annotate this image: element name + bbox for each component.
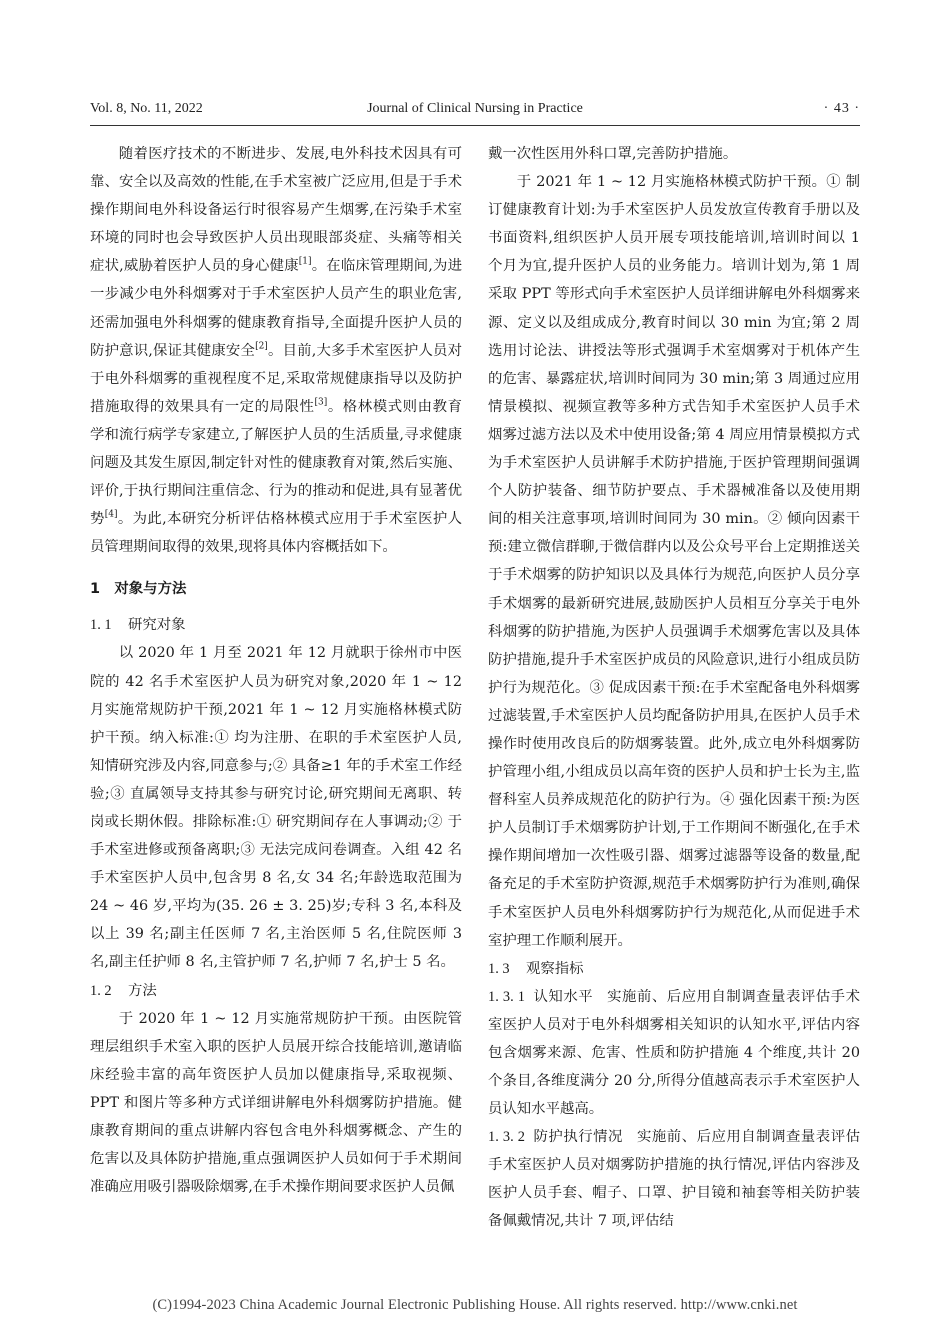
subsection-heading-observation: 1. 3 观察指标 — [488, 960, 584, 977]
citation-2[interactable]: [2] — [255, 341, 268, 352]
left-column — [90, 140, 462, 1201]
method-paragraph: 于 2020 年 1 ~ 12 月实施常规防护干预。由医院管理层组织手术室入职的医护人员展开综合技能培训,邀请临床经验丰富的高年资医护人员加以健康指导,采取视频、PPT 和图片等多种方式详细讲解电外科烟雾防护措施。健康教育期间的重点讲解内容包含电外科烟雾概念、产生的危害以及具体防护措施,重点强调医护人员如何于手术期间准确应用吸引器吸除烟雾,在手术操作期间要求医护人员佩 — [90, 1010, 462, 1196]
introduction-paragraph: 随着医疗技术的不断进步、发展,电外科技术因具有可靠、安全以及高效的性能,在手术室被广泛应用,但是于手术操作期间电外科设备运行时很容易产生烟雾,在污染手术室环境的同时也会导致医护人员出现眼部炎症、头痛等相关症状,威胁着医护人员的身心健康[1]。在临床管理期间,为进一步减少电外科烟雾对于手术室医护人员产生的职业危害,还需加强电外科烟雾的健康教育指导,全面提升医护人员的防护意识,保证其健康安全[2]。目前,大多手术室医护人员对于电外科烟雾的重视程度不足,采取常规健康指导以及防护措施取得的效果具有一定的局限性[3]。格林模式则由教育学和流行病学专家建立,了解医护人员的生活质量,寻求健康问题及其发生原因,制定针对性的健康教育对策,然后实施、评价,于执行期间注重信念、行为的推动和促进,具有显著优势[4]。为此,本研究分析评估格林模式应用于手术室医护人员管理期间取得的效果,现将具体内容概括如下。 — [90, 146, 463, 556]
volume-issue: Vol. 8, No. 11, 2022 — [90, 101, 203, 116]
citation-1[interactable]: [1] — [298, 257, 312, 268]
citation-4[interactable]: [4] — [104, 509, 118, 520]
subsection-heading-method: 1. 2 方法 — [90, 982, 157, 999]
method-paragraph-continued: 戴一次性医用外科口罩,完善防护措施。 — [488, 146, 738, 162]
subjects-paragraph: 以 2020 年 1 月至 2021 年 12 月就职于徐州市中医院的 42 名手术室医护人员为研究对象,2020 年 1 ~ 12 月实施常规防护干预,2021 年 1 ~ 12 月实施格林模式防护干预。纳入标准:① 均为注册、在职的手术室医护人员,知情研究涉及内容,同意参与;② 具备≥1 年的手术室工作经验;③ 直属领导支持其参与研究讨论,研究期间无离职、转岗或长期休假。排除标准:① 研究期间存在人事调动;② 于手术室进修或预备离职;③ 无法完成问卷调查。入组 42 名手术室医护人员中,包含男 8 名,女 34 名;年龄选取范围为 24 ~ 46 岁,平均为(35. 26 ± 3. 25)岁;专科 3 名,本科及以上 39 名;副主任医师 7 名,主治医师 5 名,住院医师 3 名,副主任护师 8 名,主管护师 7 名,护师 7 名,护士 5 名。 — [90, 645, 462, 971]
page-number: · 43 · — [823, 101, 860, 116]
running-header — [90, 101, 860, 123]
section-heading-methods: 1 对象与方法 — [90, 581, 187, 598]
journal-title: Journal of Clinical Nursing in Practice — [367, 101, 583, 116]
right-column — [488, 140, 860, 1235]
protection-execution-item: 1. 3. 2 防护执行情况 实施前、后应用自制调查量表评估手术室医护人员对烟雾防护措施的执行情况,评估内容涉及医护人员手套、帽子、口罩、护目镜和袖套等相关防护装备佩戴情况,共计 7 项,评估结 — [488, 1128, 860, 1229]
green-model-paragraph: 于 2021 年 1 ~ 12 月实施格林模式防护干预。① 制订健康教育计划:为手术室医护人员发放宣传教育手册以及书面资料,组织医护人员开展专项技能培训,培训时间以 1 个月为宜,提升医护人员的业务能力。培训计划为,第 1 周采取 PPT 等形式向手术室医护人员详细讲解电外科烟雾来源、定义以及组成成分,教育时间以 30 min 为宜;第 2 周选用讨论法、讲授法等形式强调手术室烟雾对于机体产生的危害、暴露症状,培训时间同为 30 min;第 3 周通过应用情景模拟、视频宣教等多种方式告知手术室医护人员手术烟雾过滤方法以及术中使用设备;第 4 周应用情景模拟方式为手术室医护人员讲解手术防护措施,于医护管理期间强调个人防护装备、细节防护要点、手术器械准备以及使用期间的相关注意事项,培训时间同为 30 min。② 倾向因素干预:建立微信群聊,于微信群内以及公众号平台上定期推送关于手术烟雾的防护知识以及具体行为规范,向医护人员分享手术烟雾的最新研究进展,鼓励医护人员相互分享关于电外科烟雾的防护措施,为医护人员强调手术烟雾危害以及具体防护措施,提升手术室医护成员的风险意识,进行小组成员防护行为规范化。③ 促成因素干预:在手术室配备电外科烟雾过滤装置,手术室医护人员均配备防护用具,在医护人员手术操作时使用改良后的防烟雾装置。此外,成立电外科烟雾防护管理小组,小组成员以高年资的医护人员和护士长为主,监督科室人员养成规范化的防护行为。④ 强化因素干预:为医护人员制订手术烟雾防护计划,于工作期间不断强化,在手术操作期间增加一次性吸引器、烟雾过滤器等设备的数量,配备充足的手术室防护资源,规范手术烟雾防护行为准则,确保手术室医护人员电外科烟雾防护行为规范化,从而促进手术室护理工作顺利展开。 — [488, 174, 860, 949]
cognition-level-item: 1. 3. 1 认知水平 实施前、后应用自制调查量表评估手术室医护人员对于电外科烟雾相关知识的认知水平,评估内容包含烟雾来源、危害、性质和防护措施 4 个维度,共计 20 个条目,各维度满分 20 分,所得分值越高表示手术室医护人员认知水平越高。 — [488, 988, 860, 1117]
copyright-footer: (C)1994-2023 China Academic Journal Electronic Publishing House. All rights reserved. http://www.cnki.net — [152, 1297, 798, 1313]
citation-3[interactable]: [3] — [314, 397, 328, 408]
subsection-heading-subjects: 1. 1 研究对象 — [90, 617, 186, 634]
header-rule — [90, 125, 860, 126]
